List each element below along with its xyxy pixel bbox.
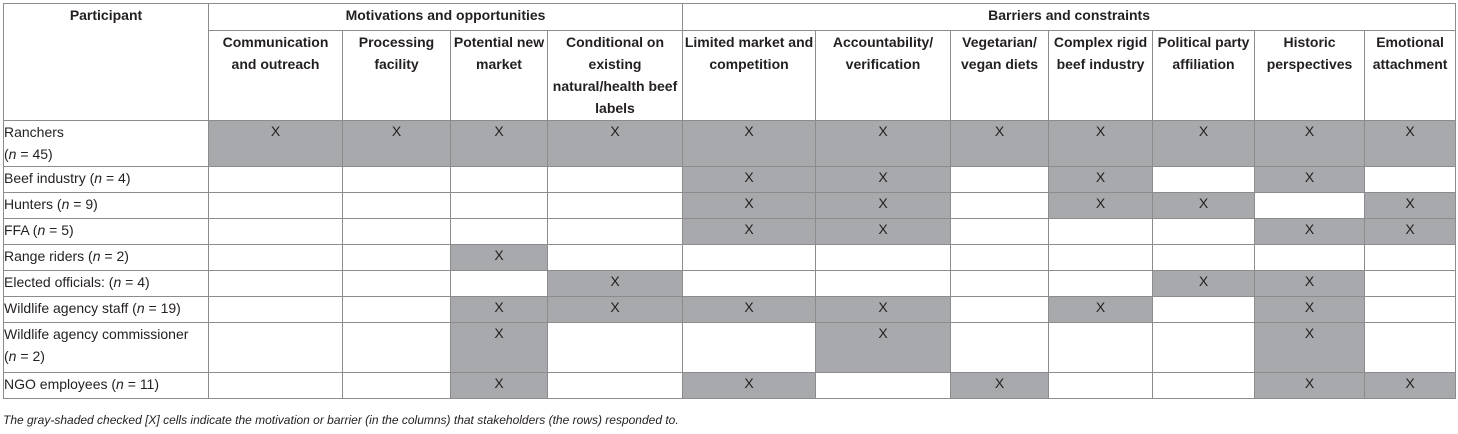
empty-cell bbox=[209, 297, 343, 323]
column-header-potential-new-market: Potential new market bbox=[451, 31, 548, 121]
empty-cell bbox=[1049, 271, 1153, 297]
empty-cell bbox=[343, 245, 451, 271]
table-row bbox=[4, 297, 1456, 323]
empty-cell bbox=[343, 167, 451, 193]
participant-count: 19 bbox=[160, 300, 177, 316]
checked-cell: X bbox=[1255, 297, 1365, 323]
checked-cell: X bbox=[1255, 271, 1365, 297]
participant-count: 5 bbox=[61, 222, 70, 238]
checked-cell: X bbox=[1365, 193, 1456, 219]
empty-cell bbox=[951, 193, 1049, 219]
empty-cell bbox=[209, 373, 343, 399]
column-header-accountability-verification: Accountability/ verification bbox=[816, 31, 951, 121]
empty-cell bbox=[209, 245, 343, 271]
empty-cell bbox=[816, 245, 951, 271]
empty-cell bbox=[1153, 297, 1255, 323]
empty-cell bbox=[548, 323, 683, 373]
empty-cell bbox=[209, 167, 343, 193]
checked-cell: X bbox=[1365, 219, 1456, 245]
participant-count: 2 bbox=[116, 248, 125, 264]
empty-cell bbox=[548, 219, 683, 245]
empty-cell bbox=[548, 245, 683, 271]
empty-cell bbox=[343, 323, 451, 373]
empty-cell bbox=[951, 323, 1049, 373]
empty-cell bbox=[683, 323, 816, 373]
table-body bbox=[4, 121, 1456, 399]
participant-count: 11 bbox=[139, 376, 155, 392]
empty-cell bbox=[548, 167, 683, 193]
empty-cell bbox=[209, 271, 343, 297]
empty-cell bbox=[1255, 245, 1365, 271]
participant-cell: FFA (n = 5) bbox=[4, 219, 209, 245]
checked-cell: X bbox=[1153, 121, 1255, 167]
empty-cell bbox=[1049, 323, 1153, 373]
stakeholder-matrix-table bbox=[3, 3, 1456, 399]
empty-cell bbox=[1365, 245, 1456, 271]
participant-name: Ranchers bbox=[4, 124, 64, 140]
checked-cell: X bbox=[209, 121, 343, 167]
empty-cell bbox=[816, 271, 951, 297]
empty-cell bbox=[683, 271, 816, 297]
participant-name: FFA bbox=[4, 222, 29, 238]
participant-count: 9 bbox=[85, 196, 94, 212]
checked-cell: X bbox=[683, 167, 816, 193]
checked-cell: X bbox=[951, 373, 1049, 399]
checked-cell: X bbox=[1255, 167, 1365, 193]
participant-cell: Wildlife agency commissioner (n = 2) bbox=[4, 323, 209, 373]
checked-cell: X bbox=[1255, 323, 1365, 373]
participant-cell: Wildlife agency staff (n = 19) bbox=[4, 297, 209, 323]
empty-cell bbox=[951, 271, 1049, 297]
column-header-historic-perspectives: Historic perspectives bbox=[1255, 31, 1365, 121]
column-header-row bbox=[4, 31, 1456, 121]
column-header-communication-and-outreach: Communication and outreach bbox=[209, 31, 343, 121]
column-header-complex-rigid-beef-industry: Complex rigid beef industry bbox=[1049, 31, 1153, 121]
participant-name: Elected officials bbox=[4, 274, 102, 290]
participant-count: 45 bbox=[32, 146, 49, 162]
participant-name: Wildlife agency commissioner bbox=[4, 326, 189, 342]
checked-cell: X bbox=[451, 373, 548, 399]
empty-cell bbox=[451, 271, 548, 297]
checked-cell: X bbox=[451, 121, 548, 167]
checked-cell: X bbox=[1049, 121, 1153, 167]
empty-cell bbox=[343, 219, 451, 245]
empty-cell bbox=[683, 245, 816, 271]
participant-cell: Elected officials: (n = 4) bbox=[4, 271, 209, 297]
checked-cell: X bbox=[1153, 193, 1255, 219]
checked-cell: X bbox=[816, 323, 951, 373]
participant-count: 2 bbox=[32, 348, 41, 364]
table-row bbox=[4, 373, 1456, 399]
empty-cell bbox=[1153, 373, 1255, 399]
participant-count: 4 bbox=[118, 170, 126, 186]
participant-cell: Range riders (n = 2) bbox=[4, 245, 209, 271]
empty-cell bbox=[1153, 245, 1255, 271]
participant-name: NGO employees bbox=[4, 376, 108, 392]
column-header-political-party-affiliation: Political party affiliation bbox=[1153, 31, 1255, 121]
checked-cell: X bbox=[816, 193, 951, 219]
participant-cell: NGO employees (n = 11) bbox=[4, 373, 209, 399]
table-row bbox=[4, 323, 1456, 373]
checked-cell: X bbox=[451, 245, 548, 271]
checked-cell: X bbox=[1255, 219, 1365, 245]
empty-cell bbox=[1153, 167, 1255, 193]
table-row bbox=[4, 271, 1456, 297]
checked-cell: X bbox=[816, 297, 951, 323]
participant-name: Hunters bbox=[4, 196, 54, 212]
checked-cell: X bbox=[548, 297, 683, 323]
empty-cell bbox=[451, 193, 548, 219]
empty-cell bbox=[1365, 323, 1456, 373]
column-header-processing-facility: Processing facility bbox=[343, 31, 451, 121]
participant-count: 4 bbox=[137, 274, 146, 290]
column-header-emotional-attachment: Emotional attachment bbox=[1365, 31, 1456, 121]
participant-header: Participant bbox=[4, 4, 209, 121]
checked-cell: X bbox=[1049, 193, 1153, 219]
empty-cell bbox=[816, 373, 951, 399]
empty-cell bbox=[343, 373, 451, 399]
checked-cell: X bbox=[548, 121, 683, 167]
checked-cell: X bbox=[1153, 271, 1255, 297]
column-header-vegetarian-vegan-diets: Vegetarian/ vegan diets bbox=[951, 31, 1049, 121]
empty-cell bbox=[343, 297, 451, 323]
column-header-limited-market-and-competition: Limited market and competition bbox=[683, 31, 816, 121]
checked-cell: X bbox=[683, 297, 816, 323]
checked-cell: X bbox=[1365, 373, 1456, 399]
checked-cell: X bbox=[451, 297, 548, 323]
table-row bbox=[4, 219, 1456, 245]
checked-cell: X bbox=[1255, 121, 1365, 167]
empty-cell bbox=[548, 373, 683, 399]
participant-cell: Ranchers (n = 45) bbox=[4, 121, 209, 167]
checked-cell: X bbox=[816, 219, 951, 245]
group-header-barriers: Barriers and constraints bbox=[683, 4, 1456, 31]
empty-cell bbox=[209, 193, 343, 219]
checked-cell: X bbox=[1049, 167, 1153, 193]
column-header-conditional-on-existing-natural-health-beef-labels: Conditional on existing natural/health beef labels bbox=[548, 31, 683, 121]
empty-cell bbox=[1365, 271, 1456, 297]
empty-cell bbox=[1365, 297, 1456, 323]
checked-cell: X bbox=[816, 121, 951, 167]
checked-cell: X bbox=[951, 121, 1049, 167]
table-row bbox=[4, 245, 1456, 271]
participant-name: Range riders bbox=[4, 248, 85, 264]
empty-cell bbox=[1049, 219, 1153, 245]
empty-cell bbox=[209, 219, 343, 245]
participant-name: Wildlife agency staff bbox=[4, 300, 129, 316]
checked-cell: X bbox=[343, 121, 451, 167]
empty-cell bbox=[1049, 245, 1153, 271]
empty-cell bbox=[451, 219, 548, 245]
checked-cell: X bbox=[683, 121, 816, 167]
empty-cell bbox=[1153, 219, 1255, 245]
empty-cell bbox=[1255, 193, 1365, 219]
empty-cell bbox=[951, 245, 1049, 271]
participant-separator: : bbox=[101, 274, 105, 290]
table-row bbox=[4, 167, 1456, 193]
empty-cell bbox=[451, 167, 548, 193]
checked-cell: X bbox=[451, 323, 548, 373]
checked-cell: X bbox=[683, 373, 816, 399]
checked-cell: X bbox=[816, 167, 951, 193]
participant-cell: Hunters (n = 9) bbox=[4, 193, 209, 219]
empty-cell bbox=[343, 271, 451, 297]
participant-name: Beef industry bbox=[4, 170, 86, 186]
empty-cell bbox=[1365, 167, 1456, 193]
participant-cell: Beef industry (n = 4) bbox=[4, 167, 209, 193]
empty-cell bbox=[951, 297, 1049, 323]
empty-cell bbox=[343, 193, 451, 219]
table-caption: The gray-shaded checked [X] cells indicate the motivation or barrier (in the columns) that stakeholders (the rows) responded to. bbox=[3, 413, 679, 427]
table-row bbox=[4, 121, 1456, 167]
empty-cell bbox=[1153, 323, 1255, 373]
checked-cell: X bbox=[1255, 373, 1365, 399]
empty-cell bbox=[209, 323, 343, 373]
empty-cell bbox=[951, 219, 1049, 245]
group-header-motivations: Motivations and opportunities bbox=[209, 4, 683, 31]
table-row bbox=[4, 193, 1456, 219]
checked-cell: X bbox=[683, 193, 816, 219]
empty-cell bbox=[951, 167, 1049, 193]
empty-cell bbox=[1049, 373, 1153, 399]
checked-cell: X bbox=[548, 271, 683, 297]
checked-cell: X bbox=[683, 219, 816, 245]
checked-cell: X bbox=[1049, 297, 1153, 323]
empty-cell bbox=[548, 193, 683, 219]
checked-cell: X bbox=[1365, 121, 1456, 167]
